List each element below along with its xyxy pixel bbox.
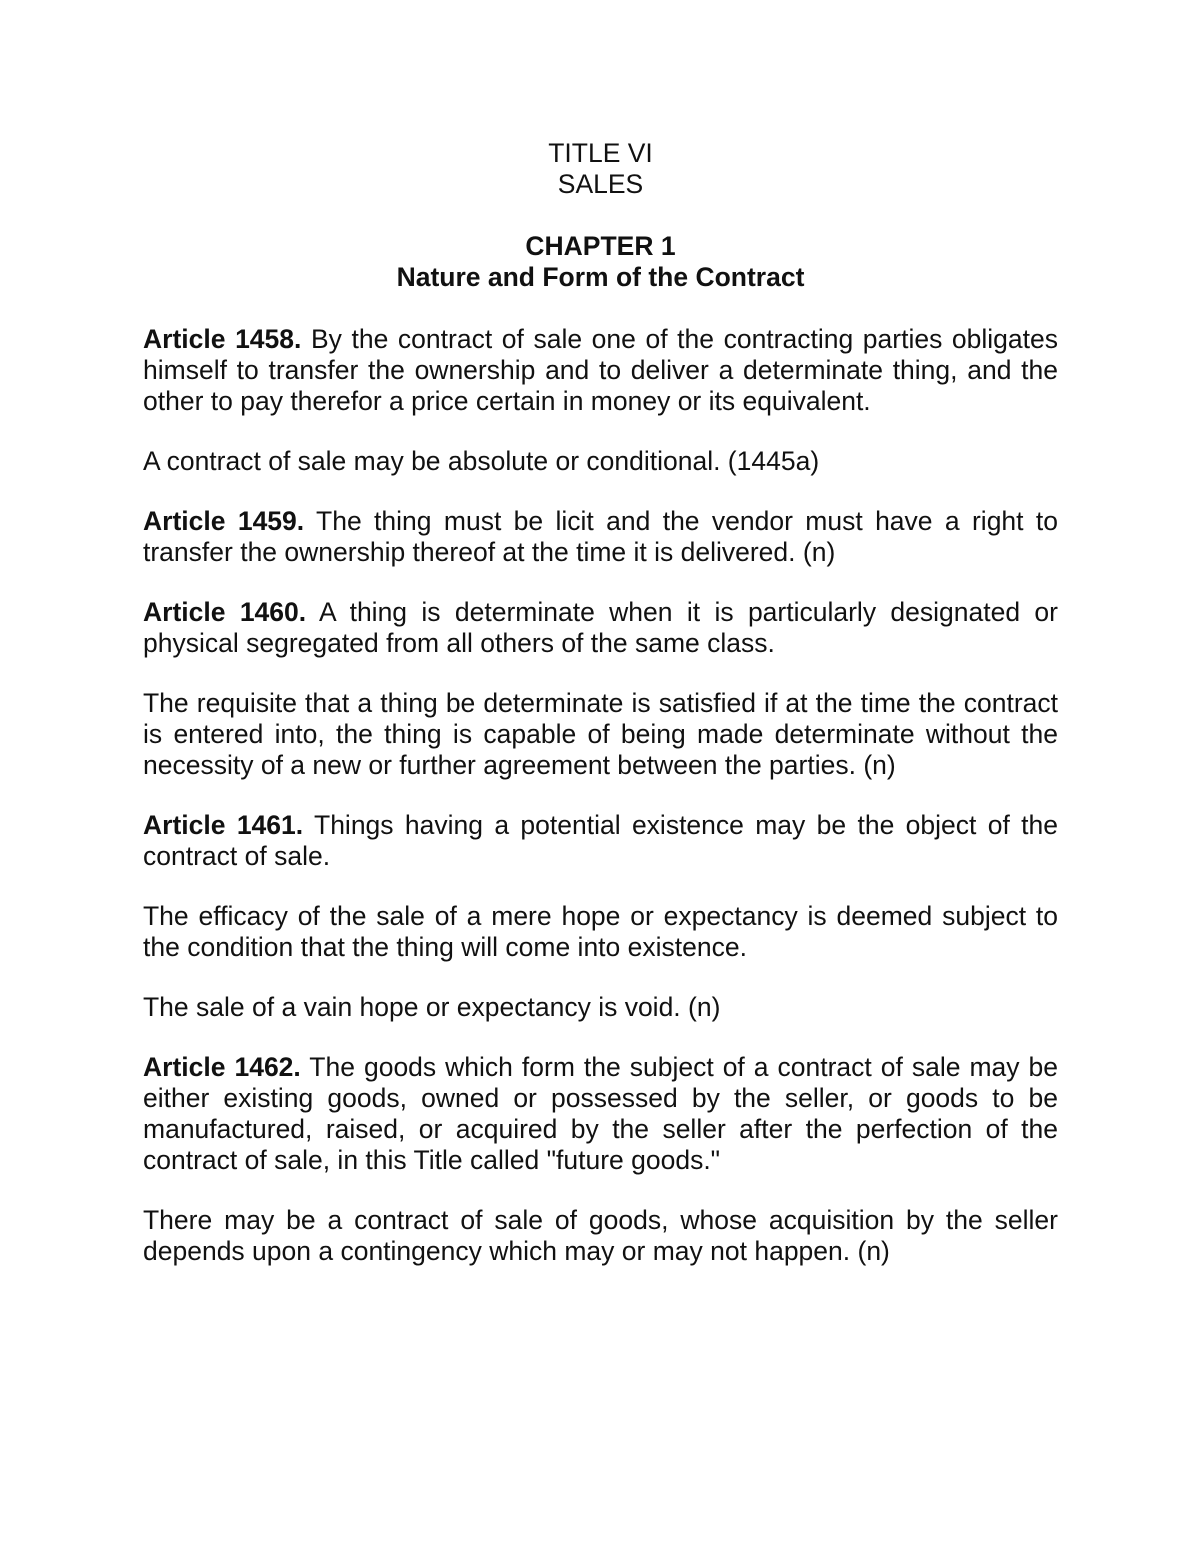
article-text: By the contract of sale one of the contracting parties obligates himself to transfer the ownership and to deliver a determinate thing, and the other to pay therefor a price certain in money or its equivalent. (143, 324, 1058, 416)
article-text: The thing must be licit and the vendor must have a right to transfer the ownership thereof at the time it is delivered. (n) (143, 506, 1058, 567)
article-label: Article 1459. (143, 506, 305, 536)
document-body (143, 138, 1058, 1296)
article-label: Article 1462. (143, 1052, 301, 1082)
article-1459 (143, 506, 1058, 568)
article-text: A thing is determinate when it is particularly designated or physical segregated from all others of the same class. (143, 597, 1058, 658)
heading-spacer (143, 200, 1058, 231)
article-text: Things having a potential existence may be the object of the contract of sale. (143, 810, 1058, 871)
article-1458 (143, 324, 1058, 417)
chapter-line: CHAPTER 1 (525, 231, 676, 261)
article-1460 (143, 597, 1058, 659)
article-1462 (143, 1052, 1058, 1176)
chapter-subject: Nature and Form of the Contract (396, 262, 805, 292)
title-subject: SALES (557, 169, 644, 199)
article-paragraph: A contract of sale may be absolute or conditional. (1445a) (143, 446, 820, 476)
article-paragraph: The efficacy of the sale of a mere hope or expectancy is deemed subject to the condition that the thing will come into existence. (143, 901, 1058, 962)
heading-spacer (143, 293, 1058, 324)
article-label: Article 1461. (143, 810, 304, 840)
article-paragraph: There may be a contract of sale of goods, whose acquisition by the seller depends upon a contingency which may or may not happen. (n) (143, 1205, 1058, 1266)
article-label: Article 1458. (143, 324, 302, 354)
title-line: TITLE VI (548, 138, 653, 168)
article-label: Article 1460. (143, 597, 307, 627)
article-paragraph: The requisite that a thing be determinate is satisfied if at the time the contract is entered into, the thing is capable of being made determinate without the necessity of a new or further agreement between the parties. (n) (143, 688, 1058, 780)
article-paragraph: The sale of a vain hope or expectancy is void. (n) (143, 992, 721, 1022)
article-text: The goods which form the subject of a contract of sale may be either existing goods, owned or possessed by the seller, or goods to be manufactured, raised, or acquired by the seller after the perfection of the contract of sale, in this Title called "future goods." (143, 1052, 1059, 1175)
article-1461 (143, 810, 1058, 872)
